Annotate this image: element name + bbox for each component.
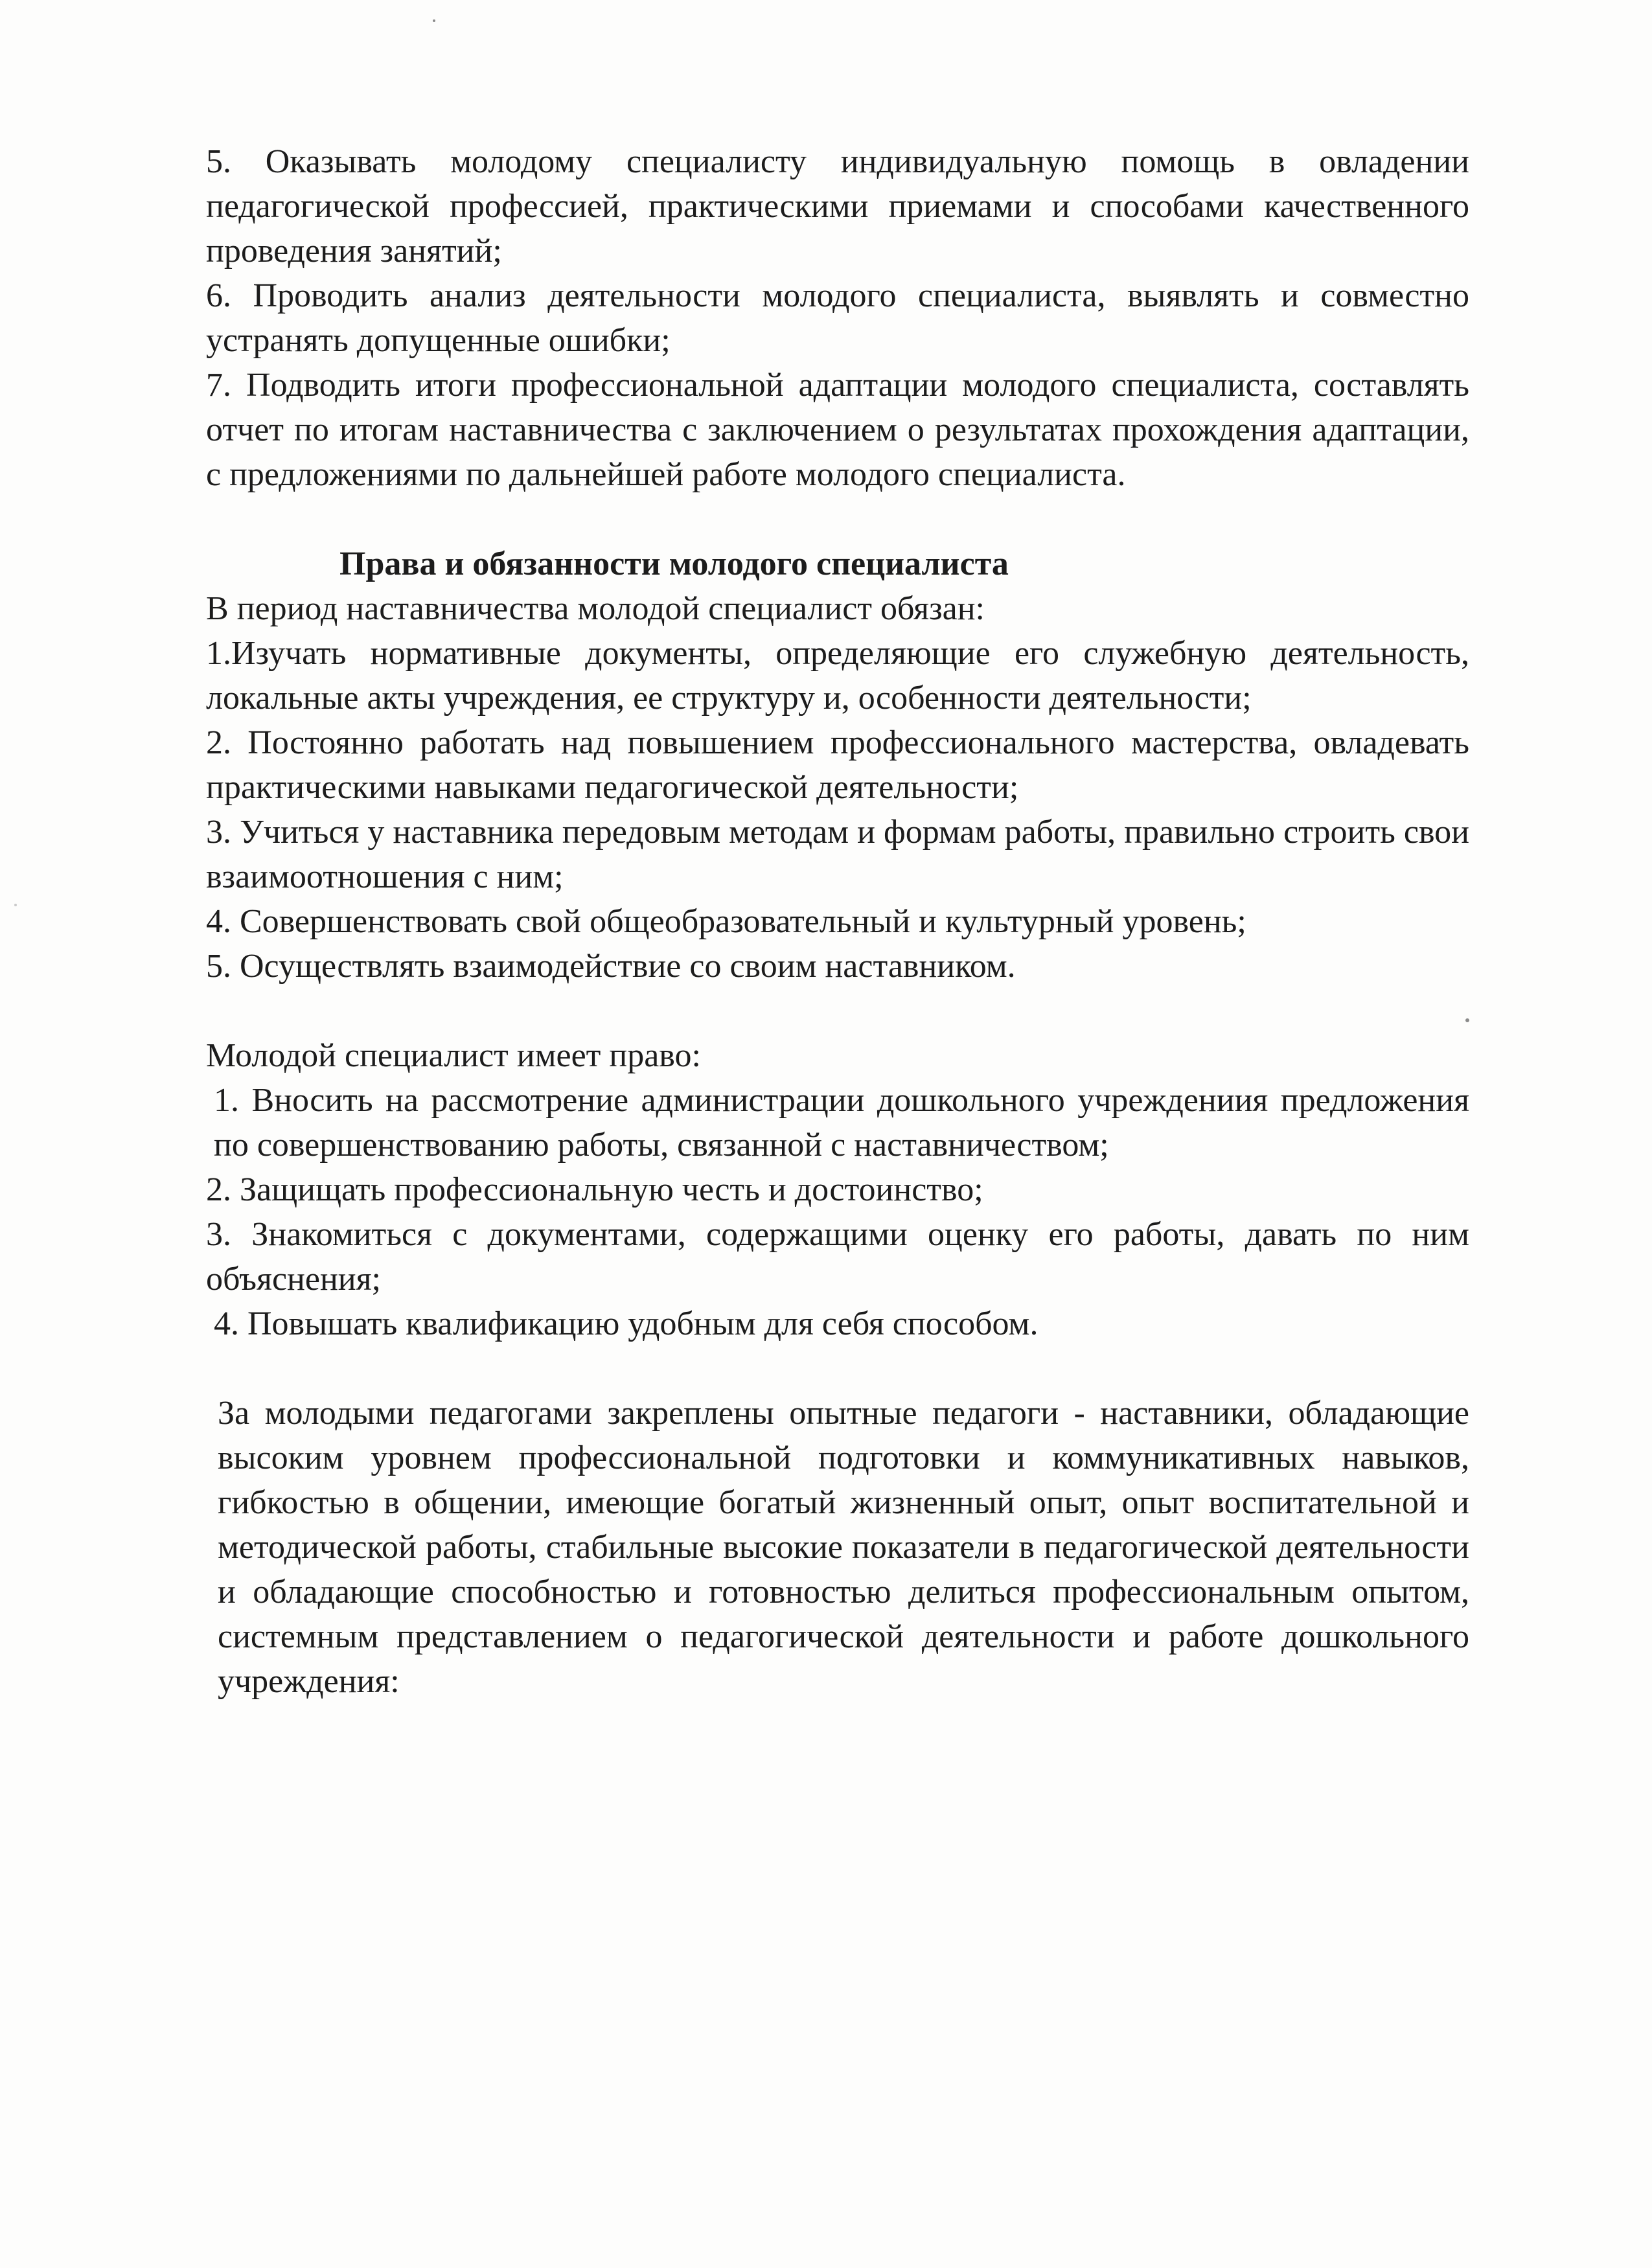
specialist-duty-2: 2. Постоянно работать над повышением профессионального мастерства, овладевать практическими навыками педагогической деятельности; [206,724,1469,806]
scan-speck [14,904,17,906]
specialist-duty-4: 4. Совершенствовать свой общеобразовательный и культурный уровень; [206,903,1246,940]
mentor-duty-7: 7. Подводить итоги профессиональной адаптации молодого специалиста, составлять отчет по итогам наставничества с заключением о результатах прохождения адаптации, с предложениями по дальнейшей работе молодого специалиста. [206,367,1469,493]
spacer [206,1346,1469,1391]
specialist-right-3: 3. Знакомиться с документами, содержащими оценку его работы, давать по ним объяснения; [206,1216,1469,1298]
duties-intro: В период наставничества молодой специалист обязан: [206,590,985,627]
spacer [206,989,1469,1033]
specialist-right-4: 4. Повышать квалификацию удобным для себя способом. [214,1305,1038,1342]
document-body [206,139,1469,1704]
specialist-duty-1: 1.Изучать нормативные документы, определяющие его служебную деятельность, локальные акты учреждения, ее структуру и, особенности деятельности; [206,635,1469,716]
specialist-right-2: 2. Защищать профессиональную честь и достоинство; [206,1171,983,1208]
rights-intro: Молодой специалист имеет право: [206,1037,701,1074]
specialist-right-1: 1. Вносить на рассмотрение администрации дошкольного учреждениия предложения по совершенствованию работы, связанной с наставничеством; [214,1082,1469,1163]
specialist-duty-5: 5. Осуществлять взаимодействие со своим наставником. [206,948,1016,985]
spacer [206,497,1469,542]
scan-speck [433,19,435,22]
specialist-duty-3: 3. Учиться у наставника передовым методам и формам работы, правильно строить свои взаимоотношения с ним; [206,814,1469,895]
section-heading: Права и обязанности молодого специалиста [339,545,1009,582]
mentor-duty-6: 6. Проводить анализ деятельности молодого специалиста, выявлять и совместно устранять допущенные ошибки; [206,277,1469,359]
closing-paragraph: За молодыми педагогами закреплены опытные педагоги - наставники, обладающие высоким уровнем профессиональной подготовки и коммуникативных навыков, гибкостью в общении, имеющие богатый жизненный опыт, опыт воспитательной и методической работы, стабильные высокие показатели в педагогической деятельности и обладающие способностью и готовностью делиться профессиональным опытом, системным представлением о педагогической деятельности и работе дошкольного учреждения: [218,1395,1469,1700]
mentor-duty-5: 5. Оказывать молодому специалисту индивидуальную помощь в овладении педагогической профессией, практическими приемами и способами качественного проведения занятий; [206,143,1469,269]
